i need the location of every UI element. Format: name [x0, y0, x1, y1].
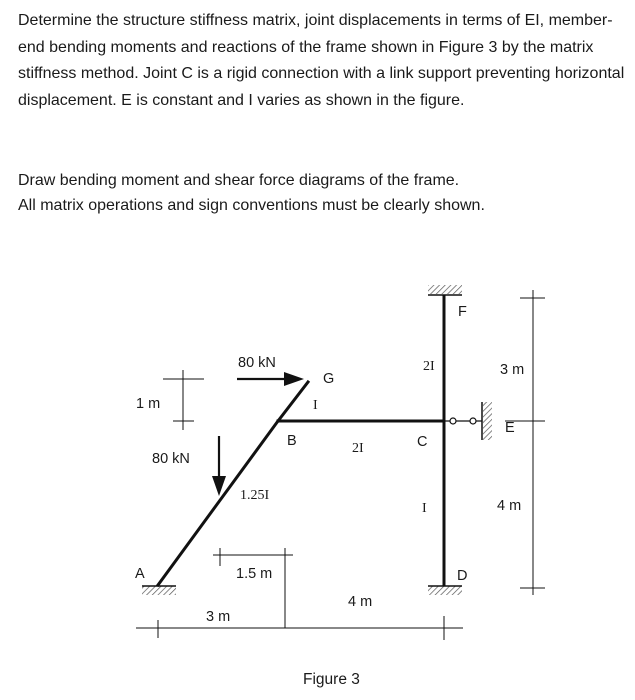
joint-label-a: A — [135, 566, 145, 582]
dim-label-1m: 1 m — [136, 396, 161, 412]
joint-label-c: C — [417, 434, 428, 450]
figure-caption: Figure 3 — [303, 671, 360, 688]
inertia-label-bg: I — [313, 398, 318, 413]
dim-label-4m-bottom: 4 m — [348, 594, 373, 610]
joint-label-g: G — [323, 371, 335, 387]
dim-label-3m-bottom: 3 m — [206, 609, 231, 625]
dimension-lines — [136, 290, 545, 640]
support-d — [428, 586, 462, 595]
problem-statement: Determine the structure stiffness matrix, joint displacements in terms of EI, member-end bending moments and reactions of the frame shown in Figure 3 by the matrix stiffness method. Joint C is a rigid connection with a link support preventing horizontal displacement. E is constant and I varies as shown in the figure. — [18, 12, 625, 109]
joint-label-f: F — [458, 304, 467, 320]
horizontal-load-label: 80 kN — [238, 355, 276, 371]
inertia-label-cd: I — [422, 501, 427, 516]
dim-label-4m-right: 4 m — [497, 498, 522, 514]
joint-label-b: B — [287, 433, 297, 449]
instruction-line-2: All matrix operations and sign conventions must be clearly shown. — [18, 197, 485, 214]
inertia-label-ab: 1.25I — [240, 488, 270, 503]
vertical-load-label: 80 kN — [152, 451, 190, 467]
horizontal-load-arrow — [237, 372, 304, 386]
joint-label-e: E — [505, 420, 515, 436]
dim-label-1-5m: 1.5 m — [236, 566, 273, 582]
support-f — [428, 285, 462, 295]
vertical-load-arrow — [212, 436, 226, 496]
instruction-line-1: Draw bending moment and shear force diagrams of the frame. — [18, 172, 460, 189]
frame-members — [158, 296, 444, 585]
link-support-c — [444, 402, 492, 440]
joint-label-d: D — [457, 568, 468, 584]
dim-label-3m-top: 3 m — [500, 362, 525, 378]
member-bg — [278, 382, 308, 421]
support-a — [142, 586, 176, 595]
inertia-label-bc: 2I — [352, 441, 364, 456]
inertia-label-cf: 2I — [423, 359, 435, 374]
